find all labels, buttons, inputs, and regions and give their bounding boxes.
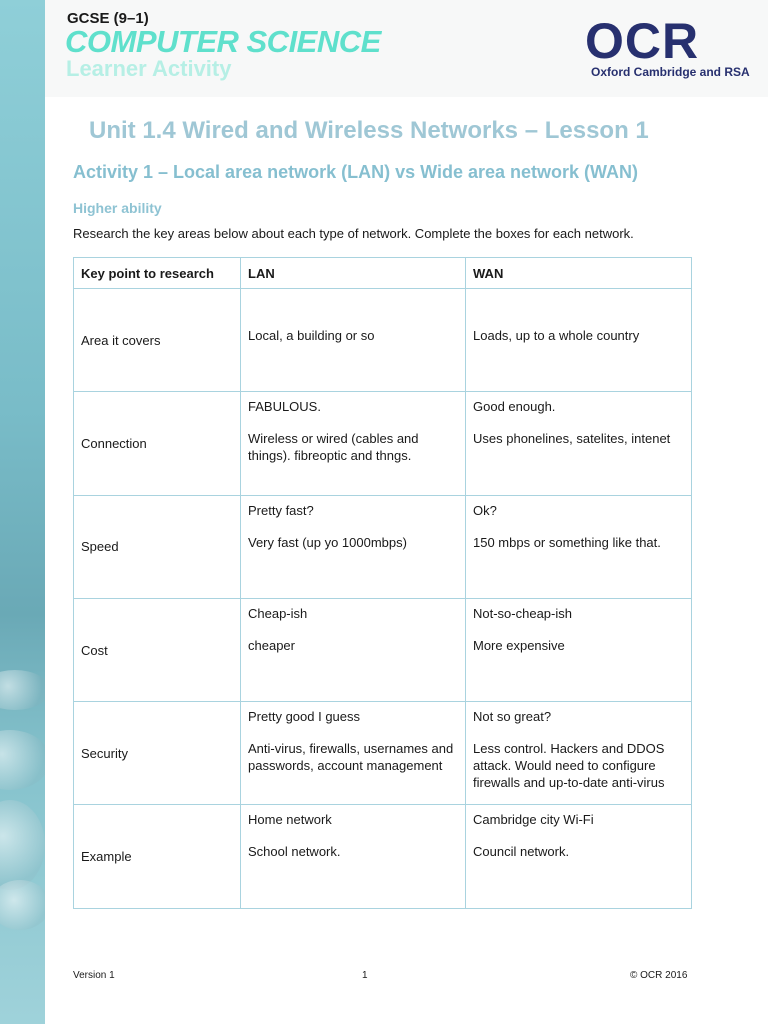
footer-version: Version 1: [73, 970, 115, 981]
paragraph-gap: [248, 622, 458, 637]
table-row: [74, 598, 692, 701]
wan-answer-text: Council network.: [473, 844, 570, 860]
paragraph-gap: [473, 622, 684, 637]
column-header-wan: WAN: [466, 258, 692, 289]
wan-answer-cell[interactable]: [466, 702, 692, 805]
lan-answer-text: Cheap-ish: [248, 605, 308, 621]
wan-answer-text: 150 mbps or something like that.: [473, 534, 661, 550]
decorative-droplet: [0, 800, 45, 890]
paragraph-gap: [473, 828, 684, 843]
paragraph-gap: [248, 828, 458, 843]
paragraph-gap: [473, 415, 684, 430]
lan-answer-text: Anti-virus, firewalls, usernames and passwords, account management: [248, 741, 454, 774]
wan-answer-text: Cambridge city Wi-Fi: [473, 812, 594, 828]
paragraph-gap: [473, 312, 684, 327]
row-key-point: Connection: [74, 392, 241, 495]
wan-answer-text: Ok?: [473, 502, 497, 518]
lan-answer-text: Pretty good I guess: [248, 709, 361, 725]
lan-answer-text: cheaper: [248, 637, 295, 653]
table-row: [74, 289, 692, 392]
row-key-point: Cost: [74, 598, 241, 701]
lan-answer-cell[interactable]: [241, 289, 466, 392]
unit-title: Unit 1.4 Wired and Wireless Networks – Lesson 1: [89, 117, 649, 144]
table-row: [74, 702, 692, 805]
column-header-key-point: Key point to research: [74, 258, 241, 289]
lan-answer-cell[interactable]: [241, 805, 466, 908]
paragraph-gap: [248, 312, 458, 327]
wan-answer-text: Loads, up to a whole country: [473, 328, 640, 343]
document-header: [45, 0, 768, 97]
wan-answer-cell[interactable]: [466, 289, 692, 392]
instructions-text: Research the key areas below about each type of network. Complete the boxes for each network.: [73, 226, 634, 241]
paragraph-gap: [248, 519, 458, 534]
table-row: [74, 392, 692, 495]
research-table: [73, 257, 692, 909]
decorative-side-band: [0, 0, 45, 1024]
wan-answer-text: Not-so-cheap-ish: [473, 605, 572, 621]
row-key-point: Security: [74, 702, 241, 805]
ocr-logo-mark: [585, 18, 745, 64]
wan-answer-cell[interactable]: [466, 495, 692, 598]
subject-title: COMPUTER SCIENCE: [65, 24, 381, 59]
decorative-droplet: [0, 730, 45, 790]
lan-answer-cell[interactable]: [241, 495, 466, 598]
lan-answer-text: School network.: [248, 844, 341, 860]
table-row: [74, 495, 692, 598]
qualification-label: GCSE (9–1): [67, 10, 149, 27]
paragraph-gap: [248, 725, 458, 740]
lan-answer-text: Local, a building or so: [248, 328, 375, 343]
row-key-point: Speed: [74, 495, 241, 598]
lan-answer-text: Home network: [248, 812, 332, 828]
lan-answer-text: Very fast (up yo 1000mbps): [248, 534, 407, 550]
lan-answer-text: [248, 295, 458, 312]
lan-answer-text: Wireless or wired (cables and things). fibreoptic and thngs.: [248, 431, 419, 464]
lan-answer-cell[interactable]: [241, 598, 466, 701]
decorative-droplet: [0, 880, 45, 930]
wan-answer-text: Good enough.: [473, 399, 556, 415]
lan-answer-text: FABULOUS.: [248, 399, 321, 415]
lan-answer-cell[interactable]: [241, 702, 466, 805]
wan-answer-text: Not so great?: [473, 709, 552, 725]
lan-answer-cell[interactable]: [241, 392, 466, 495]
paragraph-gap: [473, 519, 684, 534]
table-row: [74, 805, 692, 908]
paragraph-gap: [248, 415, 458, 430]
footer-page-number: 1: [362, 970, 368, 981]
ocr-logo-text: OCR: [585, 18, 700, 64]
paragraph-gap: [473, 725, 684, 740]
table-header-row: [74, 258, 692, 289]
wan-answer-text: Uses phonelines, satelites, intenet: [473, 431, 671, 447]
ability-label: Higher ability: [73, 200, 162, 216]
column-header-lan: LAN: [241, 258, 466, 289]
footer-copyright: © OCR 2016: [630, 970, 688, 981]
row-key-point: Example: [74, 805, 241, 908]
lan-answer-text: Pretty fast?: [248, 502, 314, 518]
activity-title: Activity 1 – Local area network (LAN) vs Wide area network (WAN): [73, 162, 638, 182]
row-key-point: Area it covers: [74, 289, 241, 392]
wan-answer-text: More expensive: [473, 637, 565, 653]
ocr-tagline: Oxford Cambridge and RSA: [591, 65, 750, 79]
resource-type-label: Learner Activity: [66, 56, 232, 81]
wan-answer-cell[interactable]: [466, 805, 692, 908]
decorative-droplet: [0, 670, 45, 710]
wan-answer-cell[interactable]: [466, 392, 692, 495]
wan-answer-cell[interactable]: [466, 598, 692, 701]
wan-answer-text: [473, 295, 684, 312]
wan-answer-text: Less control. Hackers and DDOS attack. Would need to configure firewalls and up-to-date anti-virus: [473, 741, 665, 791]
